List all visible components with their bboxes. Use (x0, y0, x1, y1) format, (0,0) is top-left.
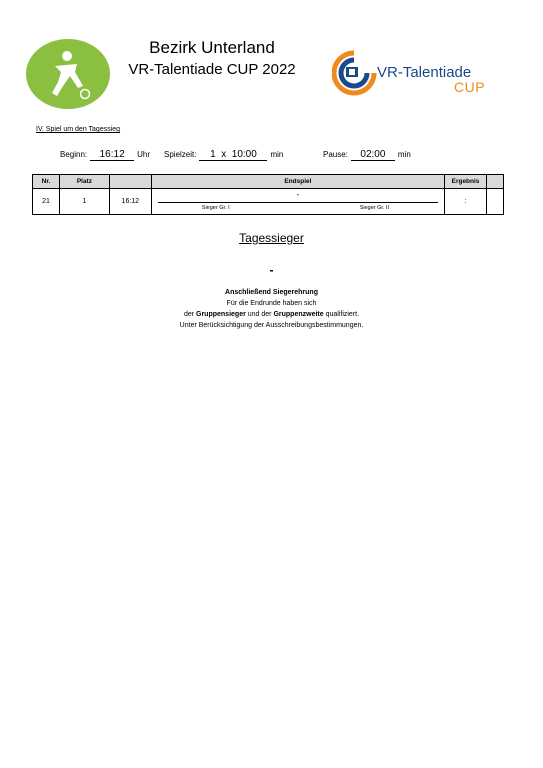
table-row (33, 189, 504, 215)
header-zeit (109, 175, 151, 189)
pause-value: 02:00 (351, 149, 395, 161)
section-title: IV. Spiel um den Tagessieg (36, 126, 121, 133)
game-table (32, 174, 504, 215)
tagessieger-heading (0, 231, 543, 245)
endspiel-dash: - (296, 190, 300, 199)
header-nr: Nr. (33, 175, 60, 189)
closing-heading: Anschließend Siegerehrung (225, 289, 318, 296)
talentiade-logo (25, 38, 111, 110)
cell-zeit: 16:12 (109, 189, 151, 215)
cell-platz: 1 (59, 189, 109, 215)
beginn-value: 16:12 (90, 149, 134, 161)
line2-pre: der (183, 311, 197, 318)
line2-gruppenzweite: Gruppenzweite (273, 311, 324, 318)
beginn-field (60, 149, 150, 161)
title-line-1: Bezirk Unterland (149, 38, 275, 57)
closing-notes (0, 287, 543, 331)
pause-unit: min (397, 150, 411, 159)
pause-label: Pause: (323, 150, 348, 159)
line2-gruppensieger: Gruppensieger (196, 311, 246, 318)
spielzeit-value: 1 x 10:00 (199, 149, 267, 161)
tagessieger-winner: - (269, 263, 274, 277)
line2-mid: und der (245, 311, 274, 318)
header-title (112, 38, 312, 80)
cell-endspiel (151, 189, 444, 215)
cell-ergebnis: : (445, 189, 487, 215)
beginn-label: Beginn: (60, 150, 88, 159)
pause-field (323, 149, 411, 161)
team-2-label: Sieger Gr. II (359, 205, 390, 211)
team-1-label: Sieger Gr. I (201, 205, 230, 211)
header-platz: Platz (59, 175, 109, 189)
title-line-2: VR-Talentiade CUP 2022 (128, 61, 296, 78)
cell-nr: 21 (33, 189, 60, 215)
closing-line-3: Unter Berücksichtigung der Ausschreibungsbestimmungen. (179, 322, 364, 329)
vr-swirl-icon (332, 48, 377, 98)
header-ergebnis: Ergebnis (445, 175, 487, 189)
spielzeit-label: Spielzeit: (164, 150, 197, 159)
line2-post: qualifiziert. (323, 311, 360, 318)
vr-talentiade-cup-logo (332, 48, 502, 98)
sponsor-text: VR-Talentiade (377, 64, 472, 81)
header-endspiel: Endspiel (151, 175, 444, 189)
spielzeit-unit: min (270, 150, 284, 159)
tagessieger-title: Tagessieger (239, 231, 304, 245)
closing-line-2 (0, 309, 543, 320)
sponsor-cup: CUP (454, 79, 486, 95)
beginn-unit: Uhr (137, 150, 151, 159)
cell-extra (487, 189, 504, 215)
closing-line-1: Für die Endrunde haben sich (226, 300, 317, 307)
spielzeit-field (164, 149, 283, 161)
table-header-row (33, 175, 504, 189)
endspiel-divider (158, 202, 438, 203)
header-extra (487, 175, 504, 189)
